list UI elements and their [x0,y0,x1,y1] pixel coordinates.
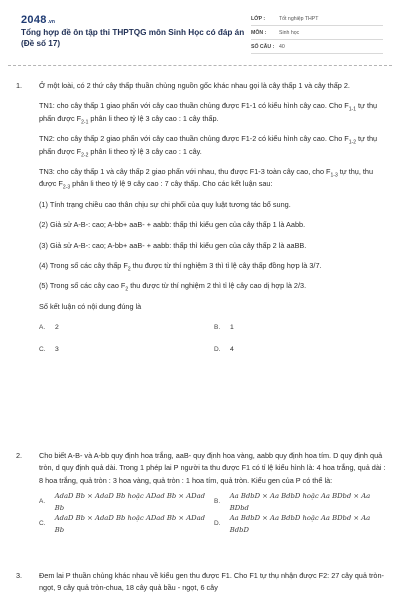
question-intro: Ở một loài, có 2 thứ cây thấp thuần chủng nguồn gốc khác nhau gọi là cây thấp 1 và cây thấp 2. [39,81,350,90]
document-title: Tổng hợp đề ôn tập thi THPTQG môn Sinh Học có đáp án (Đề số 17) [21,28,245,48]
logo-text: 2048 [21,14,47,26]
question-text: Cho biết A-B- và A-bb quy định hoa trắng, aaB- quy định hoa vàng, aabb quy định hoa tím. D quy định quả tròn, d quy định quả dài. Trong 1 phép lai P người ta thu được F1 có tỉ lệ kiểu hình là: 4 hoa trắng, quả dài : 8 hoa trắng, quả tròn : 3 hoa vàng, quả tròn : 1 hoa tím, quả tròn. Kiểu gen của P có thể là: [39,451,386,485]
question-prompt: Số kết luận có nội dung đúng là [39,301,142,311]
option-c[interactable]: C. AdaD Bb × AdaD Bb hoặc ADad Bb × ADad Bb [39,513,205,535]
meta-value: Sinh học [279,29,300,36]
answer-options [39,491,389,535]
brand-logo[interactable] [21,14,55,26]
answer-options [39,321,389,357]
question-number: 2. [16,451,23,460]
question-body [39,80,389,365]
option-a[interactable]: A. AdaD Bb × AdaD Bb hoặc ADad Bb × ADad Bb [39,491,205,513]
experiment-2: TN2: cho cây thấp 2 giao phấn với cây cao thuần chủng được F1-2 có kiểu hình cây cao. Cho $F_{1-2}$ tự thụ phấn được $F_{2-2}$ phân li theo tỷ lệ 3 cây cao : 1 cây. [39,134,378,159]
question-number: 3. [16,571,23,580]
statement-5: (5) Trong số các cây cao $F_2$ thu được từ thí nghiệm 2 thì tỉ lệ cây cao dị hợp là 2/3. [39,281,307,293]
statement-2: (2) Giả sử A-B-: cao; A-bb+ aaB- + aabb: thấp thì kiểu gen của cây thấp 1 là Aabb. [39,220,306,230]
document-meta [251,12,383,54]
header-divider [8,65,392,66]
question-number: 1. [16,81,23,90]
statement-3: (3) Giả sử A-B-: cao; A-bb+ aaB- + aabb: thấp thì kiểu gen của cây thấp 2 là aaBB. [39,240,307,250]
question-body [39,570,389,603]
option-a[interactable]: A. 2 [39,324,59,332]
meta-value: Tốt nghiệp THPT [279,15,319,22]
meta-key: SỐ CÂU : [251,43,275,50]
meta-row-subject [251,26,383,40]
logo-suffix: .vn [47,19,55,25]
question-body [39,450,389,539]
experiment-1: TN1: cho cây thấp 1 giao phấn với cây cao thuần chủng được F1-1 có kiểu hình cây cao. Cho $F_{1-1}$ tự thụ phấn được $F_{2-1}$ phân li theo tỷ lệ 3 cây cao : 1 cây thấp. [39,101,378,126]
meta-value: 40 [279,43,285,50]
option-d[interactable]: D. 4 [214,346,234,354]
meta-row-class [251,12,383,26]
question-text: Đem lai P thuần chủng khác nhau về kiểu gen thu được F1. Cho F1 tự thụ nhận được F2: 27 cây quả tròn- ngọt, 9 cây quả tròn-chua, 18 cây quả bầu - ngọt, 6 cây [39,571,384,593]
option-d[interactable]: D. Aa BdbD × Aa BdbD hoặc Aa BDbd × Aa BdbD [214,513,371,535]
statement-4: (4) Trong số các cây thấp $F_2$ thu được từ thí nghiệm 3 thì tỉ lệ cây thấp đồng hợp là 3/7. [39,261,322,273]
option-b[interactable]: B. 1 [214,324,234,332]
meta-key: LỚP : [251,15,266,22]
meta-key: MÔN : [251,29,267,36]
experiment-3: TN3: cho cây thấp 1 và cây thấp 2 giao phấn với nhau, thu được F1-3 toàn cây cao, cho $F_{1-3}$ tự thụ, thu được $F_{2-3}$ phân li theo tỷ lệ 9 cây cao : 7 cây thấp. Cho các kết luận sau: [39,167,374,191]
statement-1: (1) Tính trạng chiều cao thân chịu sự chi phối của quy luật tương tác bổ sung. [39,199,291,209]
meta-row-count [251,40,383,54]
option-c[interactable]: C. 3 [39,346,59,354]
option-b[interactable]: B. Aa BdbD × Aa BdbD hoặc Aa BDbd × Aa BDbd [214,491,371,513]
